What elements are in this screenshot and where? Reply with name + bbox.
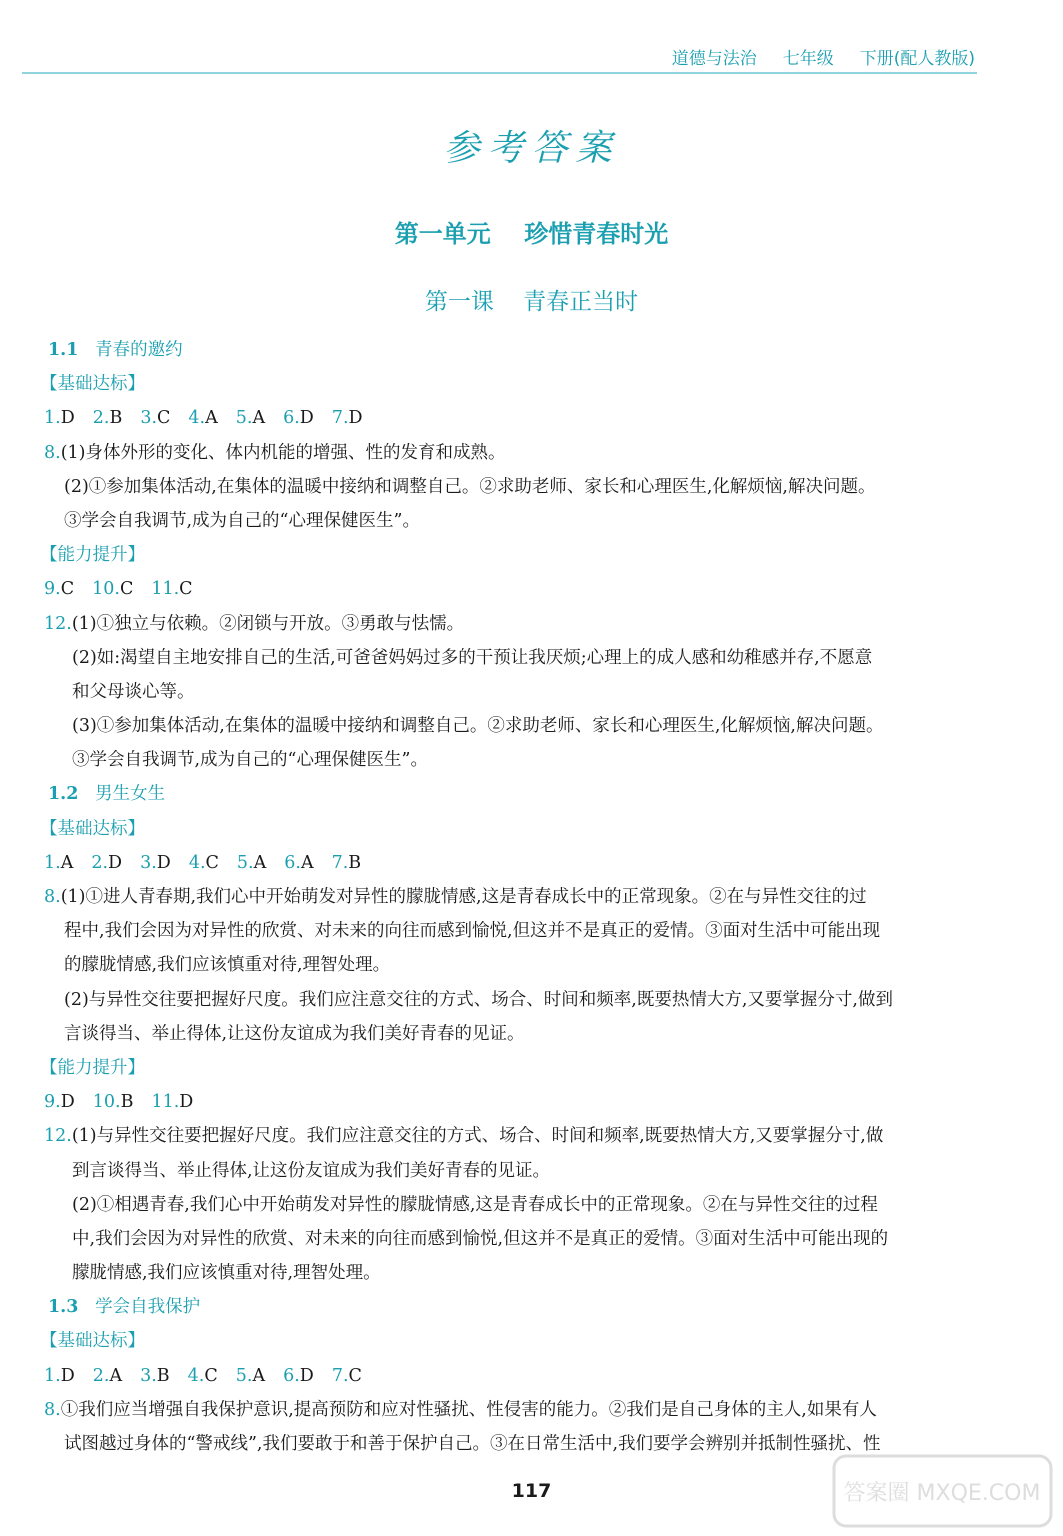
question-number: 4. [188, 408, 206, 429]
answer-text: (1)身体外形的变化、体内机能的增强、性的发育和成熟。 [60, 442, 506, 463]
question-number: 1. [44, 852, 61, 873]
answer-line: 试图越过身体的“警戒线”,我们要敢于和善于保护自己。③在日常生活中,我们要学会辨别并抵制性骚扰、性 [64, 1434, 881, 1454]
unit-title: 第一单元 珍惜青春时光 [394, 219, 669, 248]
answer-text: (1)①进人青春期,我们心中开始萌发对异性的朦胧情感,这是青春成长中的正常现象。②在与异性交往的过 [60, 887, 867, 907]
answer-letter: B [348, 852, 362, 873]
choice-answer [236, 1366, 265, 1386]
answer-line: (2)①相遇青春,我们心中开始萌发对异性的朦胧情感,这是青春成长中的正常现象。②在与异性交往的过程 [72, 1194, 878, 1215]
ability-tag: 【能力提升】 [40, 545, 145, 566]
question-number: 5. [236, 852, 254, 873]
answer-line [44, 436, 974, 470]
question-number: 10. [92, 579, 120, 600]
answer-line [44, 1119, 974, 1153]
choice-answer [44, 1366, 75, 1386]
answer-line: (2)与异性交往要把握好尺度。我们应注意交往的方式、场合、时间和频率,既要热情大方,又要掌握分寸,做到 [64, 989, 893, 1010]
question-number: 2. [92, 408, 110, 429]
question-number: 3. [140, 852, 157, 873]
question-number: 1. [44, 1365, 61, 1386]
choice-answer [332, 1366, 362, 1386]
choice-answer [151, 1092, 193, 1112]
answer-letter: C [60, 579, 75, 600]
answer-line: 的朦胧情感,我们应该慎重对待,理智处理。 [64, 955, 391, 976]
choice-answer [92, 579, 133, 599]
choice-answers [44, 401, 974, 435]
section-heading-1-3 [44, 1290, 974, 1324]
question-number: 12. [44, 613, 72, 634]
question-number: 6. [283, 408, 300, 429]
watermark-text: 答案圈 MXQE.COM [843, 1481, 1041, 1506]
ability-tag: 【能力提升】 [40, 1057, 145, 1078]
answer-letter: C [205, 852, 219, 873]
question-number: 9. [44, 1092, 61, 1113]
answer-letter: A [252, 1365, 266, 1386]
question-number: 5. [235, 1365, 253, 1386]
answer-letter: D [108, 852, 123, 873]
answer-letter: D [348, 408, 363, 429]
choice-answer [151, 579, 192, 599]
question-number: 10. [92, 1092, 121, 1113]
answer-letter: D [60, 1365, 75, 1386]
question-number: 7. [331, 1365, 349, 1386]
page-header [646, 44, 975, 69]
answer-letter: D [60, 408, 75, 429]
answer-line: ③学会自我调节,成为自己的“心理保健医生”。 [72, 750, 428, 771]
choice-answer [44, 408, 75, 428]
basic-tag: 【基础达标】 [40, 818, 145, 839]
answer-letter: A [253, 852, 267, 873]
question-number: 6. [284, 852, 301, 873]
section-name: 男生女生 [95, 784, 166, 805]
answer-letter: B [156, 1365, 170, 1386]
answer-letter: C [348, 1365, 362, 1386]
basic-tag: 【基础达标】 [40, 1331, 145, 1352]
choice-answer [332, 853, 362, 873]
choice-answers [44, 846, 974, 880]
lesson-title: 第一课 青春正当时 [424, 289, 639, 315]
question-number: 4. [188, 852, 206, 873]
answer-line [44, 880, 974, 914]
answer-letter: D [156, 852, 171, 873]
answer-letter: A [252, 408, 266, 429]
choice-answer [188, 408, 217, 428]
choice-answers [44, 1359, 974, 1393]
answer-line: 言谈得当、举止得体,让这份友谊成为我们美好青春的见证。 [64, 1023, 525, 1044]
answer-line: 中,我们会因为对异性的欣赏、对未来的向往而感到愉悦,但这并不是真正的爱情。③面对生活中可能出现的 [72, 1228, 889, 1249]
choice-answer [91, 853, 122, 873]
question-number: 1. [44, 408, 61, 429]
basic-tag: 【基础达标】 [40, 374, 145, 395]
choice-answer [283, 1366, 314, 1386]
choice-answer [236, 408, 265, 428]
answer-line: 和父母谈心等。 [72, 681, 195, 702]
answer-letter: D [299, 1365, 314, 1386]
choice-answer [93, 408, 123, 428]
question-number: 7. [331, 408, 349, 429]
section-name: 学会自我保护 [95, 1297, 201, 1318]
answer-line: 到言谈得当、举止得体,让这份友谊成为我们美好青春的见证。 [72, 1160, 551, 1181]
choice-answers [44, 572, 974, 606]
choice-answer [140, 853, 171, 873]
answer-line: (2)①参加集体活动,在集体的温暖中接纳和调整自己。②求助老师、家长和心理医生,化解烦恼,解决问题。 [64, 476, 876, 497]
question-number: 8. [44, 1399, 61, 1420]
question-number: 11. [151, 579, 180, 600]
choice-answers [44, 1085, 974, 1119]
question-number: 7. [331, 852, 349, 873]
answer-letter: D [179, 1092, 194, 1113]
question-number: 9. [44, 579, 61, 600]
section-name: 青春的邀约 [95, 340, 183, 360]
question-number: 11. [151, 1092, 180, 1113]
header-subject: 道德与法治 [671, 49, 757, 69]
question-number: 4. [187, 1365, 205, 1386]
choice-answer [93, 1092, 134, 1112]
section-number: 1.1 [48, 340, 79, 360]
answer-text: (1)与异性交往要把握好尺度。我们应注意交往的方式、场合、时间和频率,既要热情大方,又要掌握分寸,做 [71, 1126, 884, 1147]
question-number: 8. [44, 442, 61, 463]
answer-letter: C [119, 579, 134, 600]
choice-answer [283, 408, 314, 428]
question-number: 3. [140, 408, 158, 429]
choice-answer [284, 853, 313, 873]
choice-answer [189, 853, 219, 873]
answer-letter: C [157, 408, 171, 429]
answer-letter: A [300, 852, 314, 873]
header-divider [22, 72, 977, 74]
answer-letter: D [60, 1092, 75, 1113]
answer-letter: A [205, 408, 218, 429]
question-number: 8. [44, 887, 61, 907]
question-number: 12. [44, 1126, 72, 1147]
section-number: 1.3 [48, 1297, 79, 1318]
header-volume: 下册(配人教版) [859, 49, 975, 69]
answer-text: (1)①独立与依赖。②闭锁与开放。③勇敢与怯懦。 [71, 613, 465, 634]
choice-answer [332, 408, 363, 428]
question-number: 2. [91, 852, 109, 873]
page-number: 117 [511, 1480, 552, 1502]
answer-letter: C [204, 1365, 218, 1386]
watermark-logo [830, 1452, 1055, 1530]
question-number: 2. [92, 1365, 110, 1386]
choice-answer [44, 1092, 75, 1112]
answer-letter: D [299, 408, 314, 429]
answer-line [44, 1393, 974, 1427]
choice-answer [44, 579, 74, 599]
answer-line: 程中,我们会因为对异性的欣赏、对未来的向往而感到愉悦,但这并不是真正的爱情。③面对生活中可能出现 [64, 921, 881, 942]
answer-line [44, 607, 974, 641]
question-number: 3. [140, 1365, 157, 1386]
choice-answer [188, 1366, 218, 1386]
answer-letter: B [109, 408, 123, 429]
answer-line: ③学会自我调节,成为自己的“心理保健医生”。 [64, 510, 420, 531]
question-number: 5. [235, 408, 253, 429]
section-heading-1-2 [44, 777, 974, 811]
choice-answer [140, 1366, 170, 1386]
answer-content [40, 333, 974, 1461]
answer-letter: B [120, 1092, 134, 1113]
choice-answer [44, 853, 73, 873]
choice-answer [237, 853, 266, 873]
answer-text: ①我们应当增强自我保护意识,提高预防和应对性骚扰、性侵害的能力。②我们是自己身体的主人,如果有人 [60, 1399, 877, 1420]
answer-letter: C [179, 579, 193, 600]
header-grade: 七年级 [782, 49, 834, 69]
answer-line: (3)①参加集体活动,在集体的温暖中接纳和调整自己。②求助老师、家长和心理医生,化解烦恼,解决问题。 [72, 716, 884, 737]
question-number: 6. [283, 1365, 300, 1386]
document-title: 参考答案 [443, 128, 620, 169]
section-number: 1.2 [48, 784, 79, 805]
answer-line: (2)如:渴望自主地安排自己的生活,可爸爸妈妈过多的干预让我厌烦;心理上的成人感和幼稚感并存,不愿意 [72, 647, 873, 668]
answer-letter: A [109, 1365, 123, 1386]
answer-letter: A [60, 852, 74, 873]
answer-line: 朦胧情感,我们应该慎重对待,理智处理。 [72, 1263, 381, 1284]
section-heading-1-1 [44, 333, 974, 367]
choice-answer [140, 408, 170, 428]
choice-answer [93, 1366, 122, 1386]
